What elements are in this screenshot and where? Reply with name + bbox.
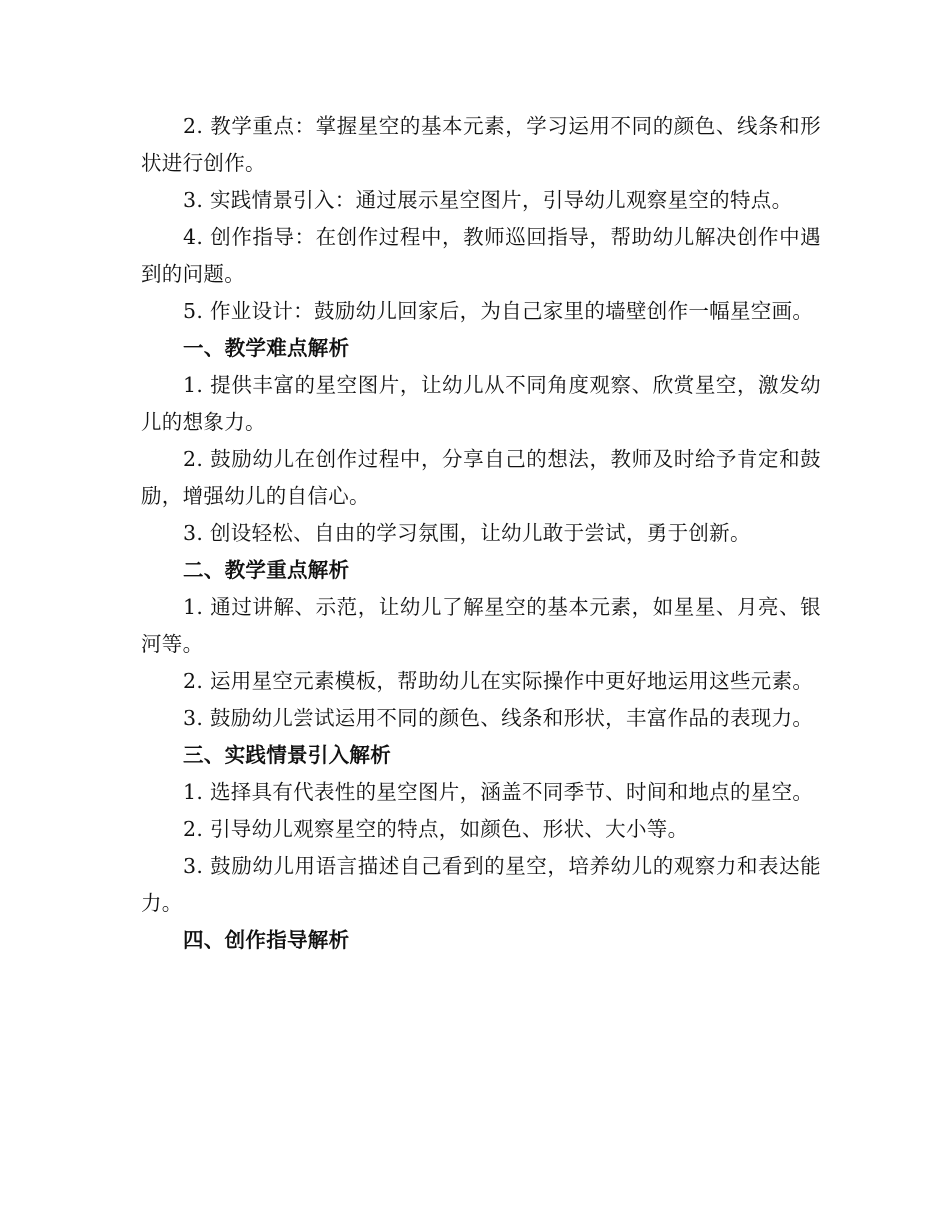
paragraph: 1. 选择具有代表性的星空图片，涵盖不同季节、时间和地点的星空。 xyxy=(183,780,814,804)
paragraph: 3. 鼓励幼儿用语言描述自己看到的星空，培养幼儿的观察力和表达能力。 xyxy=(141,854,821,915)
document-body xyxy=(141,108,821,959)
paragraph: 3. 创设轻松、自由的学习氛围，让幼儿敢于尝试，勇于创新。 xyxy=(183,521,751,545)
section-heading: 四、创作指导解析 xyxy=(183,928,350,952)
paragraph: 1. 提供丰富的星空图片，让幼儿从不同角度观察、欣赏星空，激发幼儿的想象力。 xyxy=(141,373,821,434)
paragraph: 2. 引导幼儿观察星空的特点，如颜色、形状、大小等。 xyxy=(183,817,689,841)
paragraph: 2. 鼓励幼儿在创作过程中，分享自己的想法，教师及时给予肯定和鼓励，增强幼儿的自信心。 xyxy=(141,447,821,508)
section-heading: 二、教学重点解析 xyxy=(183,558,350,582)
section-heading: 一、教学难点解析 xyxy=(183,336,350,360)
paragraph: 3. 实践情景引入：通过展示星空图片，引导幼儿观察星空的特点。 xyxy=(183,188,793,212)
section-heading: 三、实践情景引入解析 xyxy=(183,743,391,767)
paragraph: 1. 通过讲解、示范，让幼儿了解星空的基本元素，如星星、月亮、银河等。 xyxy=(141,595,821,656)
paragraph: 5. 作业设计：鼓励幼儿回家后，为自己家里的墙壁创作一幅星空画。 xyxy=(183,299,814,323)
paragraph: 2. 教学重点：掌握星空的基本元素，学习运用不同的颜色、线条和形状进行创作。 xyxy=(141,114,821,175)
paragraph: 2. 运用星空元素模板，帮助幼儿在实际操作中更好地运用这些元素。 xyxy=(183,669,814,693)
paragraph: 4. 创作指导：在创作过程中，教师巡回指导，帮助幼儿解决创作中遇到的问题。 xyxy=(141,225,821,286)
paragraph: 3. 鼓励幼儿尝试运用不同的颜色、线条和形状，丰富作品的表现力。 xyxy=(183,706,814,730)
